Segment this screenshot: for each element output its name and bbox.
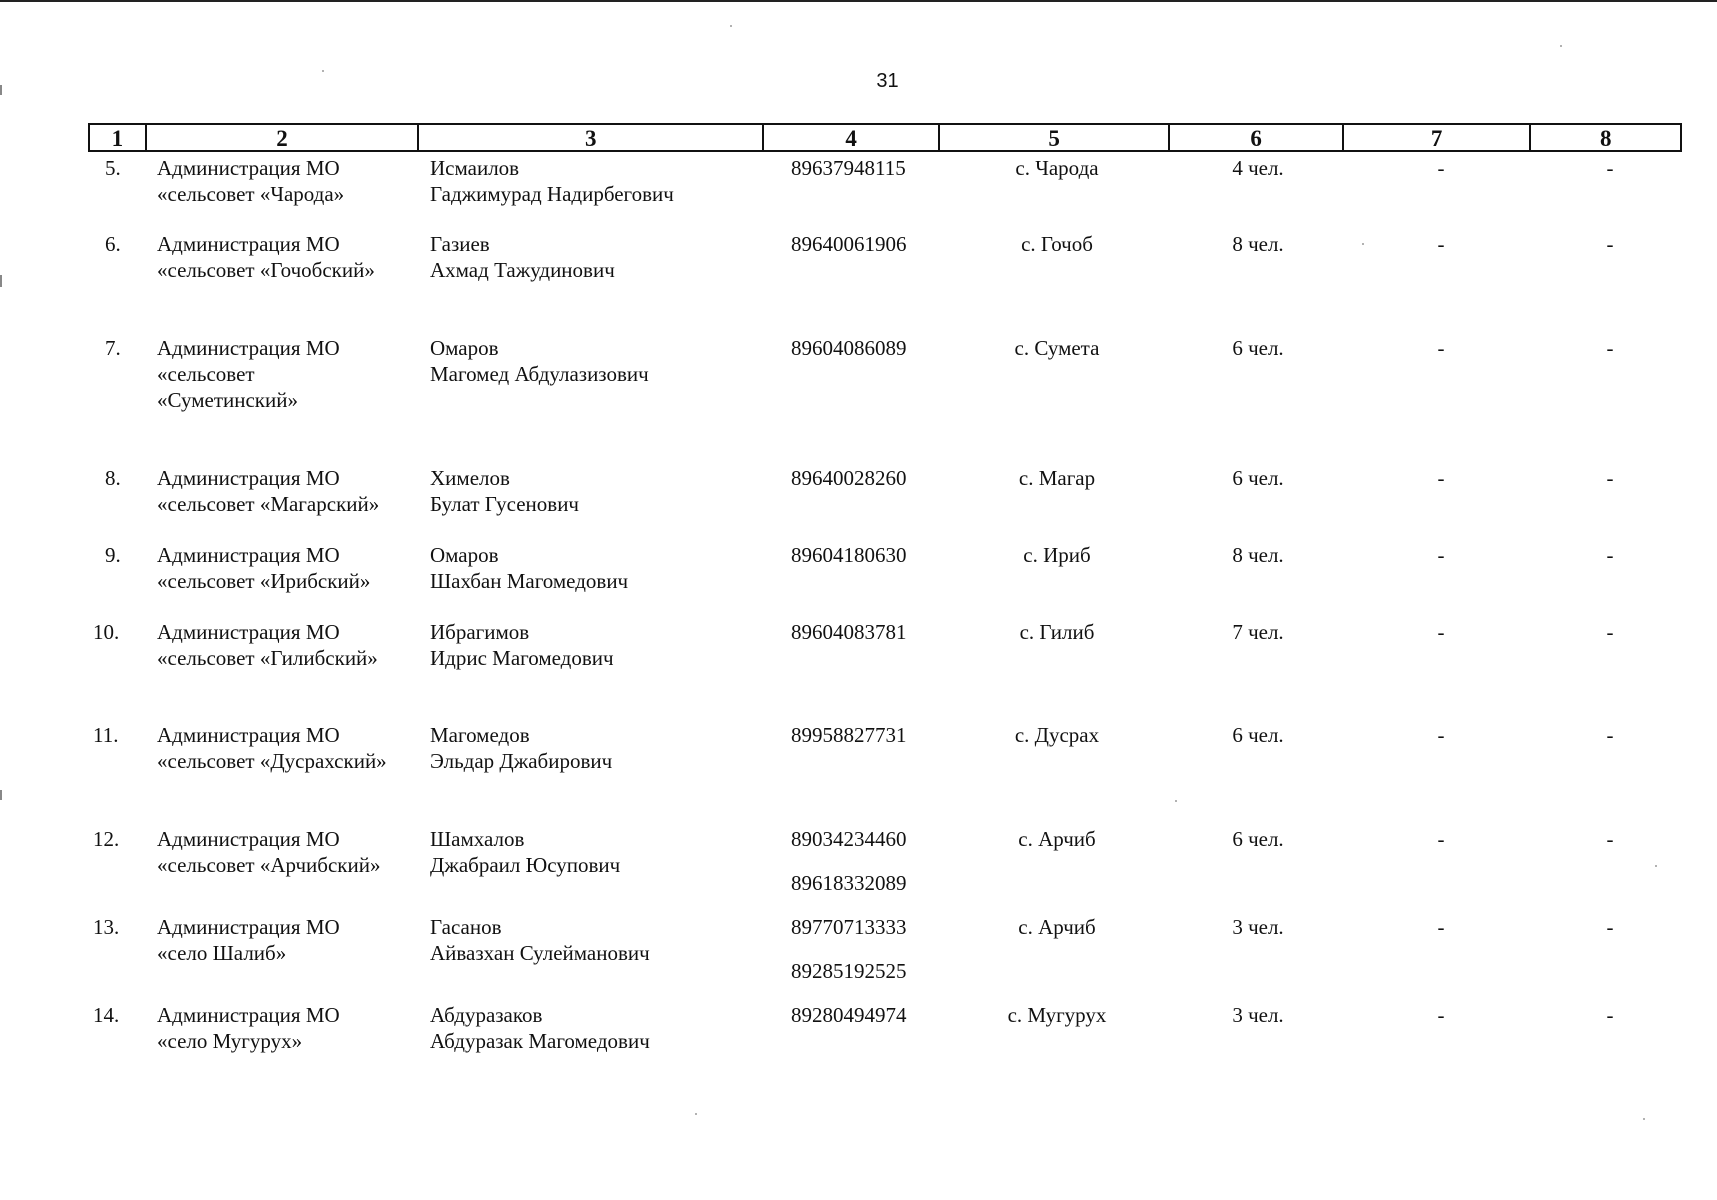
- organization-name: «село Мугурух»: [157, 1029, 303, 1053]
- table-header: [88, 123, 1682, 152]
- page-top-border: [0, 0, 1717, 2]
- row-number: 10.: [93, 620, 120, 644]
- page-number: 31: [876, 70, 899, 92]
- organization-name: «сельсовет «Дусрахский»: [157, 749, 387, 773]
- scan-edge-mark: [0, 85, 2, 95]
- header-col-5: 5: [940, 125, 1170, 150]
- scan-edge-mark: [0, 275, 2, 287]
- responsible-person: Абдуразаков: [430, 1003, 543, 1027]
- column-8-value: -: [1606, 232, 1614, 256]
- people-count: 6 чел.: [1232, 336, 1284, 360]
- village-name: с. Арчиб: [1018, 915, 1096, 939]
- responsible-person: Шахбан Магомедович: [430, 569, 629, 593]
- village-name: с. Арчиб: [1018, 827, 1096, 851]
- column-8-value: -: [1606, 336, 1614, 360]
- responsible-person: Исмаилов: [430, 156, 520, 180]
- phone-number: 89604180630: [791, 543, 907, 567]
- organization-name: Администрация МО: [157, 156, 340, 180]
- responsible-person: Ибрагимов: [430, 620, 530, 644]
- row-number: 7.: [105, 336, 121, 360]
- responsible-person: Айвазхан Сулейманович: [430, 941, 650, 965]
- village-name: с. Чарода: [1015, 156, 1099, 180]
- column-7-value: -: [1437, 1003, 1445, 1027]
- phone-number: 89604086089: [791, 336, 907, 360]
- row-number: 8.: [105, 466, 121, 490]
- organization-name: «село Шалиб»: [157, 941, 287, 965]
- organization-name: «сельсовет «Ирибский»: [157, 569, 371, 593]
- scan-speck: [1560, 45, 1562, 47]
- organization-name: «сельсовет: [157, 362, 255, 386]
- column-8-value: -: [1606, 723, 1614, 747]
- column-7-value: -: [1437, 827, 1445, 851]
- column-8-value: -: [1606, 827, 1614, 851]
- people-count: 6 чел.: [1232, 827, 1284, 851]
- scan-edge-mark: [0, 790, 2, 800]
- organization-name: Администрация МО: [157, 543, 340, 567]
- responsible-person: Гасанов: [430, 915, 502, 939]
- responsible-person: Магомед Абдулазизович: [430, 362, 649, 386]
- people-count: 6 чел.: [1232, 723, 1284, 747]
- responsible-person: Идрис Магомедович: [430, 646, 614, 670]
- header-col-8: 8: [1599, 126, 1612, 151]
- phone-number: 89640028260: [791, 466, 907, 490]
- scan-speck: [1643, 1118, 1645, 1120]
- people-count: 8 чел.: [1232, 232, 1284, 256]
- responsible-person: Джабраил Юсупович: [430, 853, 621, 877]
- organization-name: «сельсовет «Гочобский»: [157, 258, 375, 282]
- organization-name: Администрация МО: [157, 723, 340, 747]
- header-col-6: 6: [1170, 125, 1344, 150]
- responsible-person: Гаджимурад Надирбегович: [430, 182, 674, 206]
- column-8-value: -: [1606, 156, 1614, 180]
- organization-name: «сельсовет «Чарода»: [157, 182, 345, 206]
- organization-name: Администрация МО: [157, 232, 340, 256]
- column-8-value: -: [1606, 915, 1614, 939]
- responsible-person: Эльдар Джабирович: [430, 749, 613, 773]
- scan-speck: [1175, 800, 1177, 802]
- responsible-person: Омаров: [430, 543, 499, 567]
- responsible-person: Газиев: [430, 232, 490, 256]
- responsible-person: Химелов: [430, 466, 510, 490]
- column-7-value: -: [1437, 156, 1445, 180]
- phone-number: 89285192525: [791, 959, 907, 983]
- header-col-2: 2: [147, 125, 419, 150]
- people-count: 3 чел.: [1232, 915, 1284, 939]
- phone-number: 89034234460: [791, 827, 907, 851]
- phone-number: 89604083781: [791, 620, 907, 644]
- people-count: 8 чел.: [1232, 543, 1284, 567]
- organization-name: Администрация МО: [157, 620, 340, 644]
- organization-name: Администрация МО: [157, 336, 340, 360]
- organization-name: «сельсовет «Арчибский»: [157, 853, 381, 877]
- village-name: с. Гилиб: [1019, 620, 1095, 644]
- responsible-person: Омаров: [430, 336, 499, 360]
- row-number: 13.: [93, 915, 120, 939]
- village-name: с. Ириб: [1023, 543, 1091, 567]
- column-7-value: -: [1437, 723, 1445, 747]
- phone-number: 89637948115: [791, 156, 906, 180]
- organization-name: Администрация МО: [157, 827, 340, 851]
- people-count: 7 чел.: [1232, 620, 1284, 644]
- row-number: 12.: [93, 827, 120, 851]
- scan-speck: [1362, 243, 1364, 245]
- responsible-person: Шамхалов: [430, 827, 525, 851]
- phone-number: 89640061906: [791, 232, 907, 256]
- phone-number: 89958827731: [791, 723, 907, 747]
- row-number: 9.: [105, 543, 121, 567]
- column-8-value: -: [1606, 466, 1614, 490]
- village-name: с. Мугурух: [1007, 1003, 1107, 1027]
- phone-number: 89280494974: [791, 1003, 907, 1027]
- row-number: 5.: [105, 156, 121, 180]
- organization-name: «Суметинский»: [157, 388, 298, 412]
- people-count: 3 чел.: [1232, 1003, 1284, 1027]
- header-col-7: 7: [1344, 125, 1532, 150]
- column-7-value: -: [1437, 915, 1445, 939]
- scan-speck: [322, 70, 324, 72]
- village-name: с. Магар: [1018, 466, 1096, 490]
- column-7-value: -: [1437, 336, 1445, 360]
- organization-name: Администрация МО: [157, 915, 340, 939]
- responsible-person: Магомедов: [430, 723, 530, 747]
- header-col-3: 3: [419, 125, 764, 150]
- column-7-value: -: [1437, 232, 1445, 256]
- organization-name: «сельсовет «Магарский»: [157, 492, 380, 516]
- village-name: с. Сумета: [1014, 336, 1100, 360]
- organization-name: Администрация МО: [157, 1003, 340, 1027]
- row-number: 6.: [105, 232, 121, 256]
- row-number: 11.: [93, 723, 119, 747]
- phone-number: 89770713333: [791, 915, 907, 939]
- column-8-value: -: [1606, 543, 1614, 567]
- responsible-person: Ахмад Тажудинович: [430, 258, 615, 282]
- village-name: с. Дусрах: [1014, 723, 1100, 747]
- organization-name: «сельсовет «Гилибский»: [157, 646, 378, 670]
- phone-number: 89618332089: [791, 871, 907, 895]
- scan-speck: [730, 25, 732, 27]
- people-count: 6 чел.: [1232, 466, 1284, 490]
- people-count: 4 чел.: [1232, 156, 1284, 180]
- column-7-value: -: [1437, 543, 1445, 567]
- scan-speck: [695, 1113, 697, 1115]
- column-7-value: -: [1437, 466, 1445, 490]
- scan-speck: [1655, 865, 1657, 867]
- header-col-4: 4: [764, 125, 940, 150]
- column-7-value: -: [1437, 620, 1445, 644]
- row-number: 14.: [93, 1003, 120, 1027]
- column-8-value: -: [1606, 1003, 1614, 1027]
- organization-name: Администрация МО: [157, 466, 340, 490]
- village-name: с. Гочоб: [1021, 232, 1093, 256]
- header-col-1: 1: [90, 125, 147, 150]
- responsible-person: Булат Гусенович: [430, 492, 579, 516]
- column-8-value: -: [1606, 620, 1614, 644]
- responsible-person: Абдуразак Магомедович: [430, 1029, 650, 1053]
